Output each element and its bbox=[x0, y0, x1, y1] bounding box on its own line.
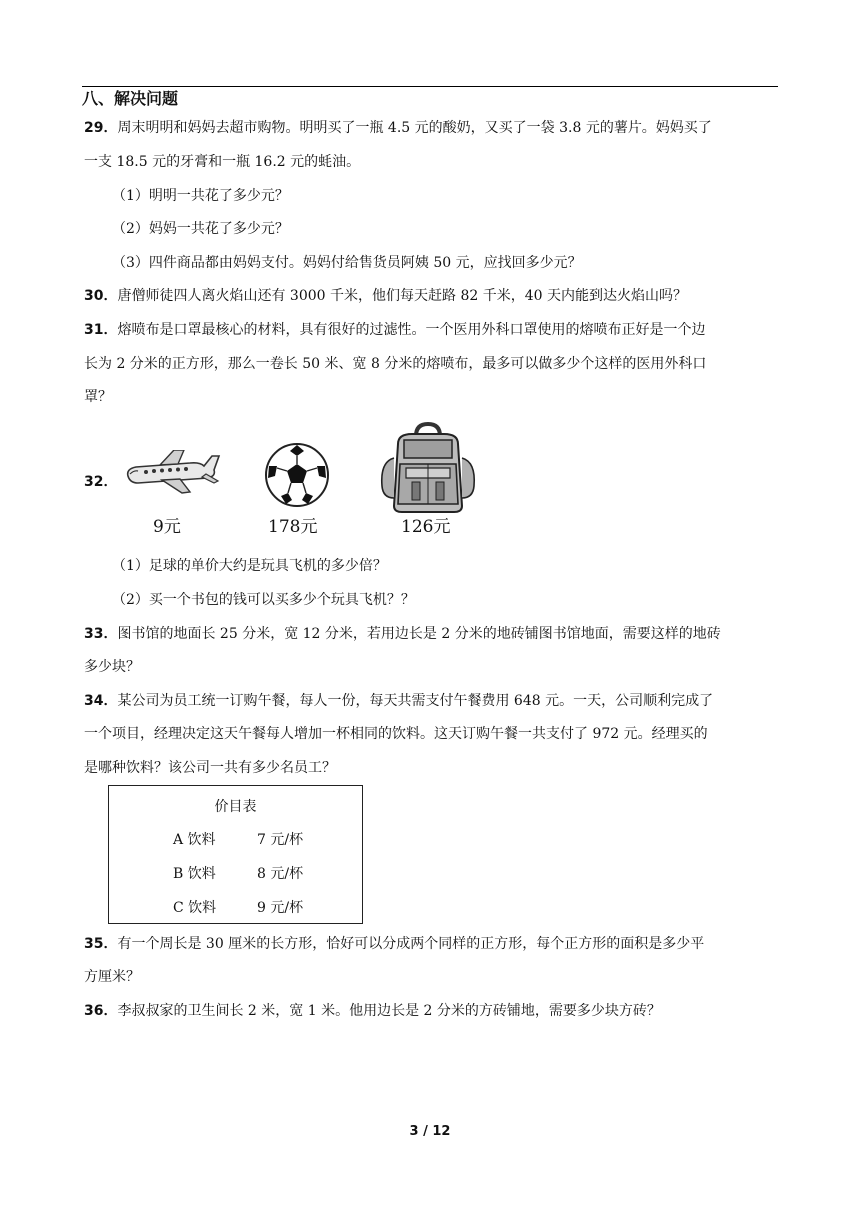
q31-line2: 长为 2 分米的正方形，那么一卷长 50 米、宽 8 分米的熔喷布，最多可以做多少个这样的医用外科口 bbox=[84, 356, 707, 372]
q29-line1: 29．周末明明和妈妈去超市购物。明明买了一瓶 4.5 元的酸奶，又买了一袋 3.8 元的薯片。妈妈买了 bbox=[84, 120, 712, 136]
q35-number: 35． bbox=[84, 936, 118, 952]
q33-number: 33． bbox=[84, 626, 118, 642]
q33-line1: 33．图书馆的地面长 25 分米，宽 12 分米，若用边长是 2 分米的地砖铺图书馆地面，需要这样的地砖 bbox=[84, 626, 721, 642]
price-table-row: A 饮料 7 元/杯 bbox=[173, 832, 304, 848]
q29-sub3: （3）四件商品都由妈妈支付。妈妈付给售货员阿姨 50 元，应找回多少元？ bbox=[112, 255, 582, 271]
q34-line3: 是哪种饮料？该公司一共有多少名员工？ bbox=[84, 760, 336, 776]
q34-line1: 34．某公司为员工统一订购午餐，每人一份，每天共需支付午餐费用 648 元。一天，公司顺利完成了 bbox=[84, 693, 714, 709]
q34-number: 34． bbox=[84, 693, 118, 709]
q35-line2: 方厘米？ bbox=[84, 969, 140, 985]
price-table-title: 价目表 bbox=[214, 799, 257, 815]
price-table bbox=[108, 785, 363, 924]
price-table-row: C 饮料 9 元/杯 bbox=[173, 900, 304, 916]
q32-number: 32． bbox=[84, 474, 118, 490]
toy-airplane-icon bbox=[122, 450, 222, 495]
q29-number: 29． bbox=[84, 120, 118, 136]
soccer-ball-price: 178元 bbox=[268, 517, 318, 537]
q30-number: 30． bbox=[84, 288, 118, 304]
q29-line2: 一支 18.5 元的牙膏和一瓶 16.2 元的蚝油。 bbox=[84, 154, 361, 170]
q32-sub1: （1）足球的单价大约是玩具飞机的多少倍？ bbox=[112, 558, 387, 574]
q29-sub2: （2）妈妈一共花了多少元？ bbox=[112, 221, 289, 237]
q31-line1: 31．熔喷布是口罩最核心的材料，具有很好的过滤性。一个医用外科口罩使用的熔喷布正好是一个边 bbox=[84, 322, 706, 338]
page-number: 3 / 12 bbox=[409, 1124, 451, 1139]
section-title: 八、解决问题 bbox=[82, 89, 179, 108]
airplane-price: 9元 bbox=[153, 517, 181, 537]
header-rule bbox=[82, 86, 778, 87]
q31-line3: 罩？ bbox=[84, 389, 112, 405]
q32-sub2: （2）买一个书包的钱可以买多少个玩具飞机？？ bbox=[112, 592, 415, 608]
q31-number: 31． bbox=[84, 322, 118, 338]
q29-sub1: （1）明明一共花了多少元？ bbox=[112, 188, 289, 204]
q36-line1: 36．李叔叔家的卫生间长 2 米，宽 1 米。他用边长是 2 分米的方砖铺地，需要多少块方砖？ bbox=[84, 1003, 661, 1019]
backpack-price: 126元 bbox=[401, 517, 451, 537]
soccer-ball-icon bbox=[264, 442, 330, 508]
q35-line1: 35．有一个周长是 30 厘米的长方形，恰好可以分成两个同样的正方形，每个正方形的面积是多少平 bbox=[84, 936, 705, 952]
q36-number: 36． bbox=[84, 1003, 118, 1019]
backpack-icon bbox=[376, 422, 480, 514]
q30-line1: 30．唐僧师徒四人离火焰山还有 3000 千米，他们每天赶路 82 千米，40 天内能到达火焰山吗？ bbox=[84, 288, 687, 304]
price-table-row: B 饮料 8 元/杯 bbox=[173, 866, 304, 882]
q33-line2: 多少块？ bbox=[84, 659, 140, 675]
q34-line2: 一个项目，经理决定这天午餐每人增加一杯相同的饮料。这天订购午餐一共支付了 972 元。经理买的 bbox=[84, 726, 708, 742]
